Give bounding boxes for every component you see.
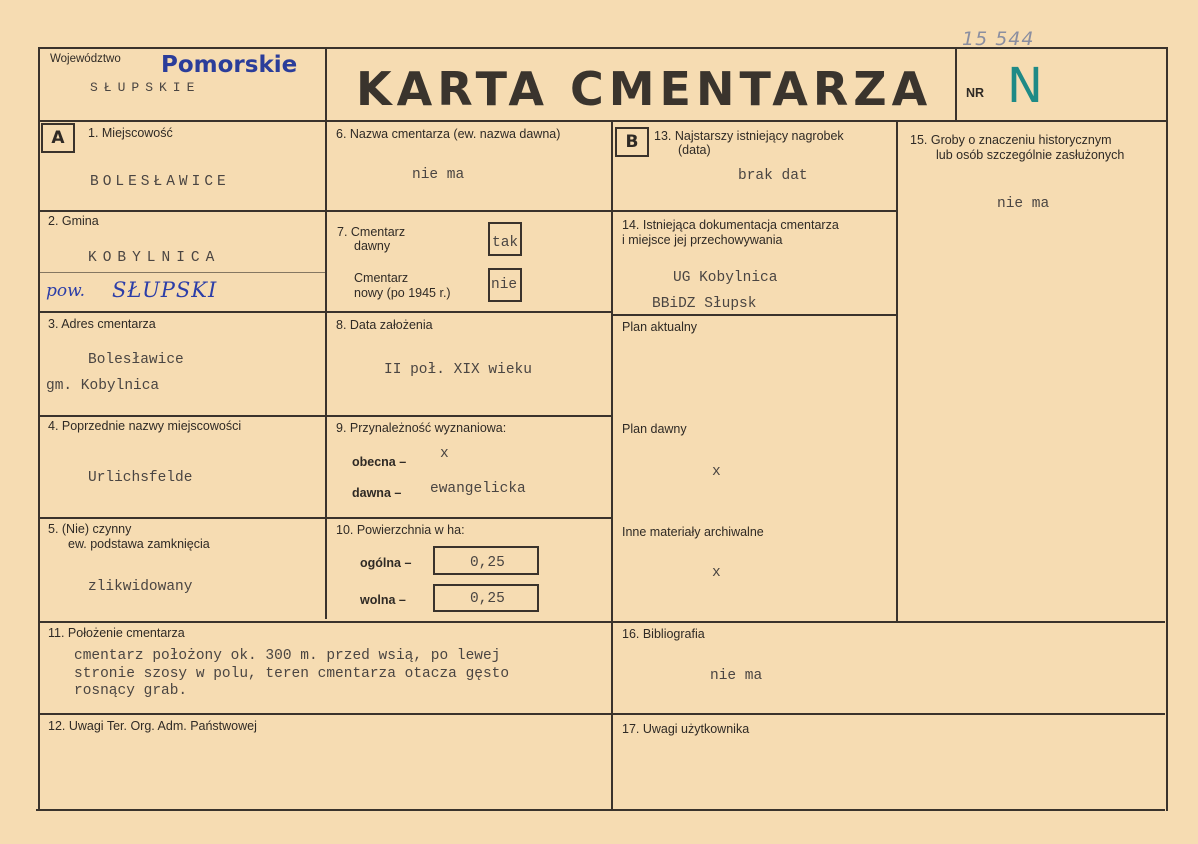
- section-a-box: A: [41, 123, 75, 153]
- other-materials-label: Inne materiały archiwalne: [622, 525, 764, 539]
- field-7-new-label-line2: nowy (po 1945 r.): [354, 286, 451, 300]
- grid-line: [325, 47, 327, 619]
- field-10-free-value: 0,25: [470, 591, 505, 607]
- field-10-total-value: 0,25: [470, 555, 505, 571]
- field-3-label: 3. Adres cmentarza: [48, 317, 156, 331]
- field-14-value-line1: UG Kobylnica: [673, 270, 778, 286]
- field-15-label-line1: 15. Groby o znaczeniu historycznym: [910, 133, 1112, 147]
- field-9-label: 9. Przynależność wyznaniowa:: [336, 421, 507, 435]
- grid-line: [38, 713, 1165, 715]
- field-15-label-line2: lub osób szczególnie zasłużonych: [936, 148, 1125, 162]
- voivodeship-value: SŁUPSKIE: [90, 80, 201, 95]
- voivodeship-stamp: Pomorskie: [161, 52, 298, 78]
- field-10-total-label: ogólna –: [360, 556, 412, 570]
- field-14-label-line2: i miejsce jej przechowywania: [622, 233, 783, 247]
- grid-line: [38, 47, 40, 811]
- card-title: KARTA CMENTARZA: [356, 62, 933, 116]
- field-8-value: II poł. XIX wieku: [384, 362, 532, 378]
- grid-line: [38, 272, 325, 273]
- nr-label: NR: [966, 86, 985, 100]
- field-10-free-label: wolna –: [360, 593, 406, 607]
- powiat-prefix: pow.: [46, 281, 86, 301]
- field-1-value: BOLESŁAWICE: [90, 174, 230, 190]
- field-7-old-label-line2: dawny: [354, 239, 391, 253]
- field-7-old-label-line1: 7. Cmentarz: [337, 225, 406, 239]
- plan-old-label: Plan dawny: [622, 422, 687, 436]
- field-11-label: 11. Położenie cmentarza: [48, 626, 185, 640]
- field-5-label-line1: 5. (Nie) czynny: [48, 522, 132, 536]
- field-13-label-line2: (data): [678, 143, 711, 157]
- voivodeship-label: Województwo: [50, 53, 121, 65]
- plan-current-label: Plan aktualny: [622, 320, 698, 334]
- powiat-value: SŁUPSKI: [112, 278, 218, 302]
- nr-value: N: [1007, 58, 1043, 114]
- grid-line: [38, 210, 898, 212]
- field-16-label: 16. Bibliografia: [622, 627, 705, 641]
- field-9-former-value: ewangelicka: [430, 481, 526, 497]
- grid-line: [896, 120, 898, 621]
- field-16-value: nie ma: [710, 668, 763, 684]
- field-13-label-line1: 13. Najstarszy istniejący nagrobek: [654, 129, 844, 143]
- field-4-value: Urlichsfelde: [88, 470, 193, 486]
- grid-line: [613, 314, 898, 316]
- field-9-current-value: x: [440, 446, 449, 462]
- field-13-value: brak dat: [738, 168, 808, 184]
- field-12-label: 12. Uwagi Ter. Org. Adm. Państwowej: [48, 719, 257, 733]
- field-1-label: 1. Miejscowość: [88, 126, 173, 140]
- grid-line: [611, 120, 613, 811]
- field-3-value-line1: Bolesławice: [88, 352, 184, 368]
- field-17-label: 17. Uwagi użytkownika: [622, 722, 750, 736]
- field-7-old-value: tak: [492, 235, 519, 251]
- grid-line: [38, 120, 1168, 122]
- field-8-label: 8. Data założenia: [336, 318, 433, 332]
- field-10-label: 10. Powierzchnia w ha:: [336, 523, 465, 537]
- field-9-current-label: obecna –: [352, 455, 407, 469]
- field-6-label: 6. Nazwa cmentarza (ew. nazwa dawna): [336, 127, 561, 141]
- field-4-label: 4. Poprzednie nazwy miejscowości: [48, 419, 242, 433]
- field-3-value-line2: gm. Kobylnica: [46, 378, 160, 394]
- grid-line: [38, 621, 1165, 623]
- field-14-value-line2: BBiDZ Słupsk: [652, 296, 757, 312]
- other-materials-value: x: [712, 565, 721, 581]
- field-2-value: KOBYLNICA: [88, 250, 221, 266]
- field-11-value-line2: stronie szosy w polu, teren cmentarza otacza gęsto: [74, 666, 510, 682]
- field-15-value: nie ma: [997, 196, 1050, 212]
- field-9-former-label: dawna –: [352, 486, 402, 500]
- field-14-label-line1: 14. Istniejąca dokumentacja cmentarza: [622, 218, 839, 232]
- field-11-value-line3: rosnący grab.: [74, 683, 188, 699]
- field-11-value-line1: cmentarz położony ok. 300 m. przed wsią, po lewej: [74, 648, 501, 664]
- field-7-new-value: nie: [491, 277, 518, 293]
- archive-number: 15 544: [962, 28, 1035, 50]
- section-b-box: B: [615, 127, 649, 157]
- field-7-new-label-line1: Cmentarz: [354, 271, 409, 285]
- field-6-value: nie ma: [412, 167, 465, 183]
- grid-line: [1166, 47, 1168, 811]
- grid-line: [36, 809, 1165, 811]
- grid-line: [955, 47, 957, 120]
- plan-old-value: x: [712, 464, 721, 480]
- field-2-label: 2. Gmina: [48, 214, 99, 228]
- field-5-value: zlikwidowany: [88, 579, 193, 595]
- field-5-label-line2: ew. podstawa zamknięcia: [68, 537, 210, 551]
